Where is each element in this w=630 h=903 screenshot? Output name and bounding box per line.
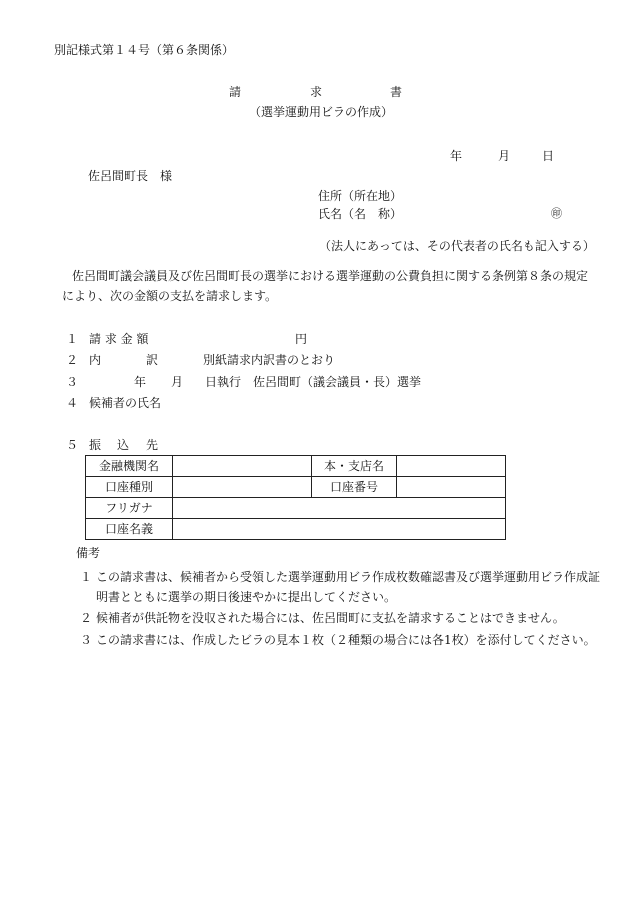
table-row [86, 498, 506, 519]
item-4-number: ４ [66, 396, 79, 410]
item-1-label: 請 求 金 額 [89, 332, 149, 346]
table-row [86, 456, 506, 477]
name-label: 氏名（名 称） [318, 207, 403, 221]
furigana-field[interactable] [173, 498, 506, 519]
title-char-3: 書 [390, 85, 403, 99]
title-char-2: 求 [310, 85, 323, 99]
addressee: 佐呂間町長 様 [88, 169, 173, 183]
remark-3-text: この請求書には、作成したビラの見本１枚（２種類の場合には各1枚）を添付してください。 [96, 633, 596, 647]
bank-name-label: 金融機関名 [86, 456, 173, 477]
account-type-label: 口座種別 [86, 477, 173, 498]
date-day: 日 [542, 149, 555, 163]
title-subtitle: （選挙運動用ビラの作成） [249, 105, 394, 119]
item-3-month: 月 [171, 375, 184, 389]
body-line-2: により、次の金額の支払を請求します。 [62, 289, 278, 303]
item-2-label: 内 [89, 353, 102, 367]
account-name-label: 口座名義 [86, 519, 173, 540]
account-name-field[interactable] [173, 519, 506, 540]
item-3-year: 年 [134, 375, 147, 389]
date-year: 年 [450, 149, 463, 163]
item-2-label-2: 訳 [146, 353, 159, 367]
account-number-field[interactable] [397, 477, 506, 498]
remark-1-number: １ [80, 570, 93, 584]
remark-1-line-2: 明書とともに選挙の期日後速やかに提出してください。 [96, 590, 397, 604]
address-label: 住所（所在地） [318, 189, 403, 203]
branch-label: 本・支店名 [312, 456, 397, 477]
account-type-field[interactable] [173, 477, 312, 498]
date-month: 月 [498, 149, 511, 163]
item-3-text: 日執行 佐呂間町（議会議員・長）選挙 [205, 375, 422, 389]
remark-1-line-1: この請求書は、候補者から受領した選挙運動用ビラ作成枚数確認書及び選挙運動用ビラ作成証 [96, 570, 601, 584]
item-1-unit: 円 [295, 332, 308, 346]
remarks-heading: 備考 [76, 546, 101, 560]
bank-transfer-table [85, 455, 506, 540]
seal-mark: ㊞ [551, 207, 562, 220]
item-2-value: 別紙請求内訳書のとおり [203, 353, 336, 367]
remark-3-number: ３ [80, 633, 93, 647]
item-4-label: 候補者の氏名 [89, 396, 162, 410]
item-5-char-2: 込 [117, 438, 130, 452]
item-5-char-3: 先 [146, 438, 159, 452]
item-1-number: １ [66, 332, 79, 346]
remark-2-text: 候補者が供託物を没収された場合には、佐呂間町に支払を請求することはできません。 [96, 611, 565, 625]
table-row [86, 519, 506, 540]
branch-field[interactable] [397, 456, 506, 477]
item-2-number: ２ [66, 353, 79, 367]
table-row [86, 477, 506, 498]
account-number-label: 口座番号 [312, 477, 397, 498]
item-3-number: ３ [66, 375, 79, 389]
body-line-1: 佐呂間町議会議員及び佐呂間町長の選挙における選挙運動の公費負担に関する条例第８条の規定 [72, 269, 589, 283]
bank-name-field[interactable] [173, 456, 312, 477]
item-5-char-1: 振 [89, 438, 102, 452]
item-5-number: ５ [66, 438, 79, 452]
applicant-note: （法人にあっては、その代表者の氏名も記入する） [319, 239, 595, 253]
title-char-1: 請 [229, 85, 242, 99]
remark-2-number: ２ [80, 611, 93, 625]
furigana-label: フリガナ [86, 498, 173, 519]
form-number: 別記様式第１４号（第６条関係） [54, 43, 235, 57]
